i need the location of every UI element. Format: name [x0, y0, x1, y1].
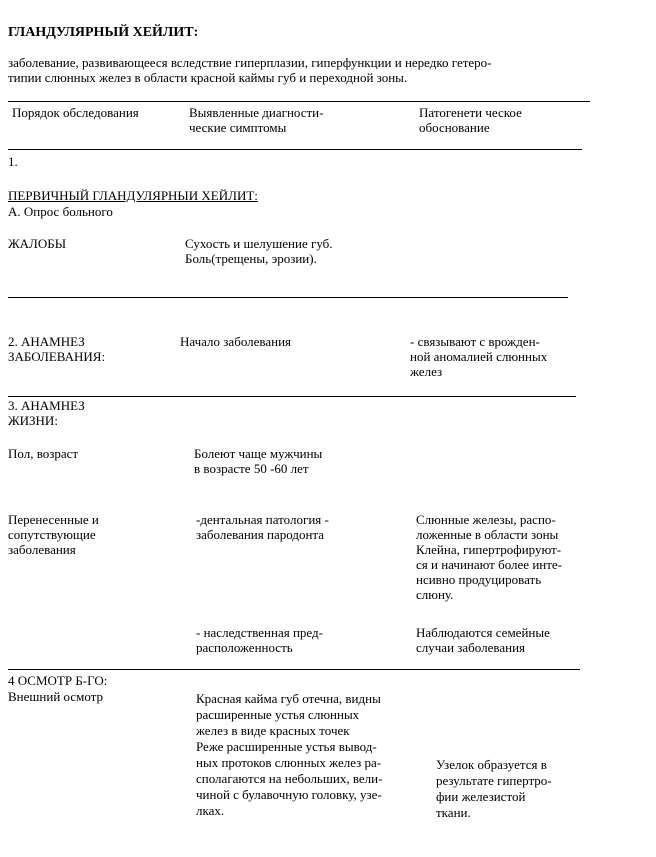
section-1-title: ПЕРВИЧНЫЙ ГЛАНДУЛЯРНЫИ ХЕЙЛИТ: [8, 188, 258, 203]
past-diseases-label: Перенесенные и сопутствующие заболевания [8, 512, 99, 557]
anamnesis-disease-symptoms: Начало заболевания [180, 334, 292, 349]
anamnesis-life-rule [8, 669, 580, 670]
heredity-symptoms: - наследственная пред- расположенность [196, 625, 323, 655]
header-col-rationale: Патогенети ческое обоснование [419, 105, 522, 135]
complaints-symptoms: Сухость и шелушение губ. Боль(трещены, эрозии). [185, 236, 333, 266]
header-col-symptoms: Выявленные диагности- ческие симптомы [189, 105, 324, 135]
header-bottom-rule [8, 149, 582, 150]
section-1-number: 1. [8, 154, 18, 169]
anamnesis-life-label: 3. АНАМНЕЗ ЖИЗНИ: [8, 398, 85, 428]
sex-age-label: Пол, возраст [8, 446, 79, 461]
header-col-examination: Порядок обследования [12, 105, 139, 120]
heredity-rationale: Наблюдаются семейные случаи заболевания [416, 625, 550, 655]
exam-title: 4 ОСМОТР Б-ГО: [8, 673, 108, 688]
exam-symptoms: Красная кайма губ отечна, видны расширенные устья слюнных желез в виде красных точек Реже расширенные устья вывод- ных протоков слюнных желез ра- сполагаются на небольших, вели- чиной с булавочную головку, узе- лках. [196, 691, 383, 818]
complaints-rule [8, 297, 568, 298]
header-top-rule [8, 101, 590, 102]
exam-rationale: Узелок образуется в результате гипертро- фии железистой ткани. [436, 757, 552, 820]
section-1-subtitle: А. Опрос больного [8, 204, 113, 219]
past-diseases-rationale: Слюнные железы, распо- ложенные в области зоны Клейна, гипертрофируют- ся и начинают более инте- нсивно продуцировать слюну. [416, 512, 563, 602]
exam-external-label: Внешний осмотр [8, 689, 104, 704]
sex-age-symptoms: Болеют чаще мужчины в возрасте 50 -60 лет [194, 446, 323, 476]
definition-text: заболевание, развивающееся вследствие гиперплазии, гиперфункции и нередко гетеро- типии слюнных желез в области красной каймы губ и переходной зоны. [8, 55, 492, 85]
anamnesis-disease-label: 2. АНАМНЕЗ ЗАБОЛЕВАНИЯ: [8, 334, 106, 364]
anamnesis-disease-rule [8, 396, 576, 397]
complaints-label: ЖАЛОБЫ [8, 236, 67, 251]
past-diseases-symptoms: -дентальная патология - заболевания пародонта [196, 512, 329, 542]
anamnesis-disease-rationale: - связывают с врожден- ной аномалией слюнных желез [410, 334, 548, 379]
page-title: ГЛАНДУЛЯРНЫЙ ХЕЙЛИТ: [8, 25, 199, 40]
